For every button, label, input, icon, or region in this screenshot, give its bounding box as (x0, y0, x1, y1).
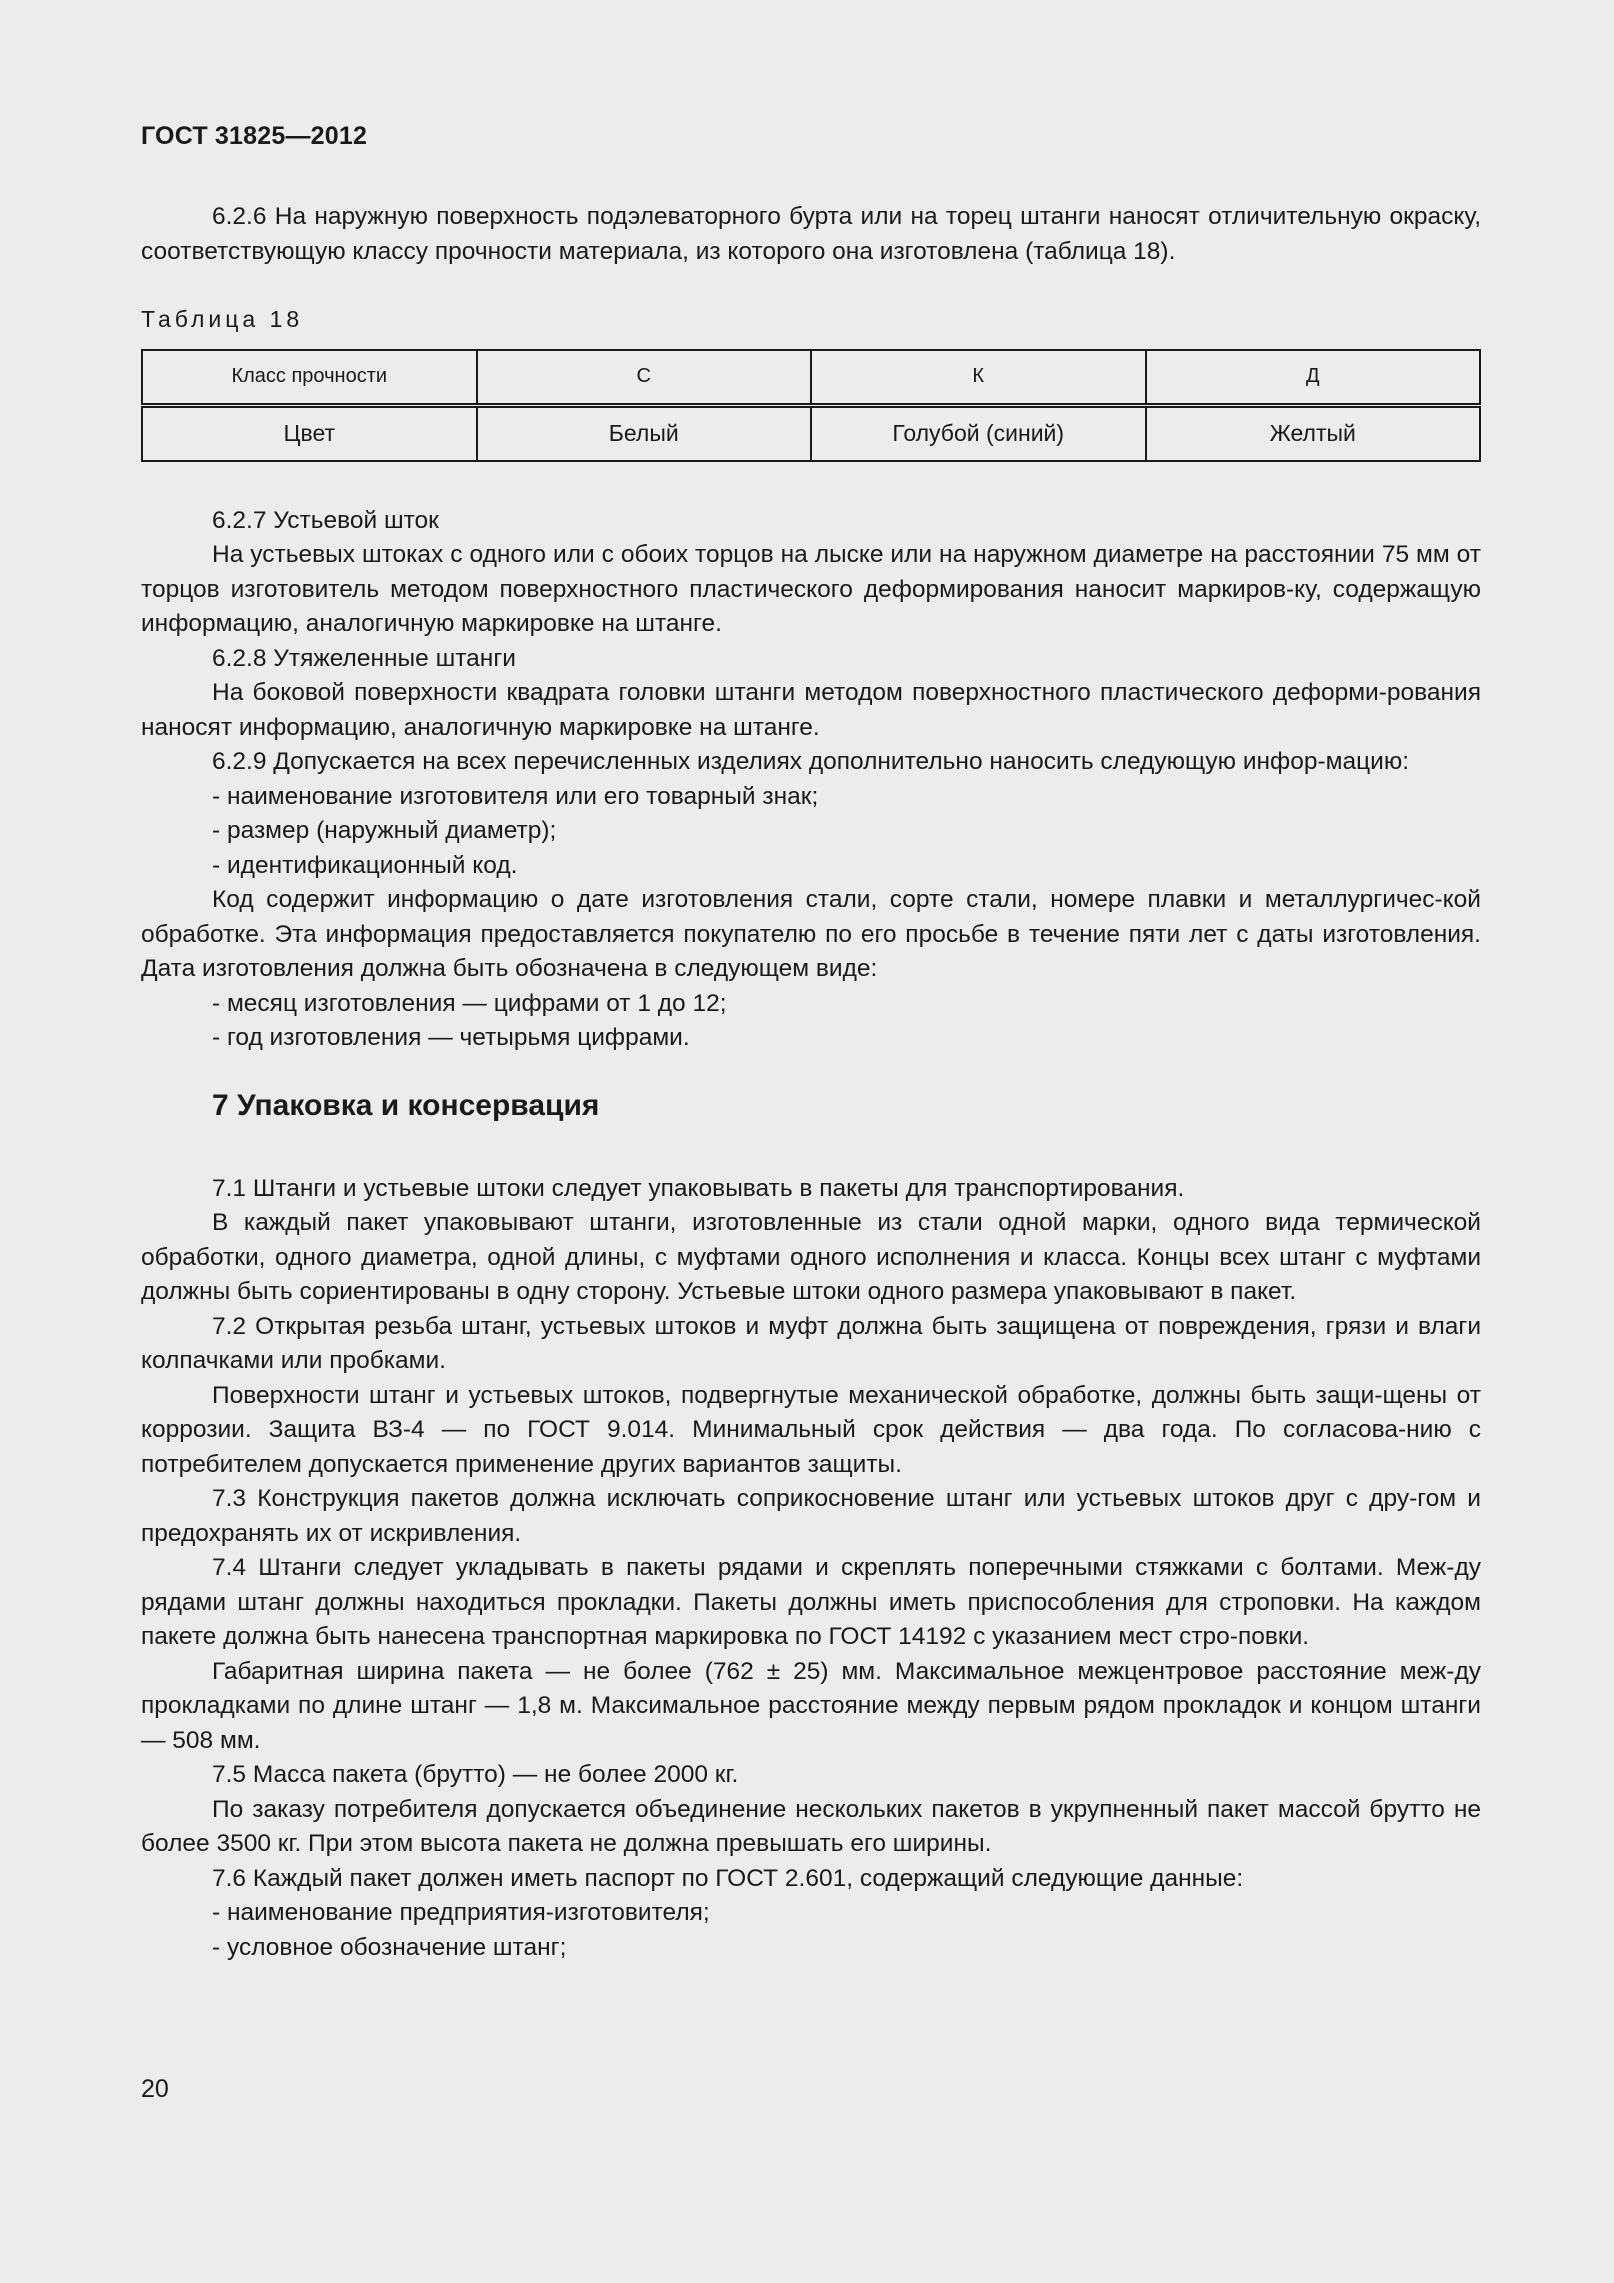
list-item: - год изготовления — четырьмя цифрами. (212, 1024, 690, 1051)
list-item: - месяц изготовления — цифрами от 1 до 12; (212, 989, 727, 1017)
paragraph-7-6: 7.6 Каждый пакет должен иметь паспорт по ГОСТ 2.601, содержащий следующие данные: (212, 1864, 1244, 1892)
list-item: - размер (наружный диаметр); (212, 817, 557, 844)
table-row (142, 405, 1480, 461)
paragraph-6-2-6: 6.2.6 На наружную поверхность подэлеваторного бурта или на торец штанги наносят отличительную окраску, соответствующую классу прочности материала, из которого она изготовлена (таблица 18). (141, 203, 1481, 265)
paragraph-6-2-8-title: 6.2.8 Утяжеленные штанги (212, 644, 516, 672)
table-header-cell: С (477, 350, 812, 406)
paragraph-7-2-b: Поверхности штанг и устьевых штоков, подвергнутые механической обработке, должны быть защи-щены от коррозии. Защита ВЗ-4 — по ГОСТ 9.014. Минимальный срок действия — два года. По согласова-нию с потребителем допускается применение других вариантов защиты. (141, 1381, 1481, 1478)
list-item: - наименование изготовителя или его товарный знак; (212, 782, 819, 810)
paragraph-7-2: 7.2 Открытая резьба штанг, устьевых штоков и муфт должна быть защищена от повреждения, грязи и влаги колпачками или пробками. (141, 1312, 1481, 1374)
paragraph-7-4-b: Габаритная ширина пакета — не более (762 ± 25) мм. Максимальное межцентровое расстояние меж-ду прокладками по длине штанг — 1,8 м. Максимальное расстояние между первым рядом прокладок и концом штанги — 508 мм. (141, 1657, 1481, 1754)
table-header-cell: Класс прочности (142, 350, 477, 406)
table-caption: Таблица 18 (141, 306, 304, 332)
table-cell: Желтый (1146, 405, 1481, 461)
table-cell: Голубой (синий) (811, 405, 1146, 461)
table-cell: Белый (477, 405, 812, 461)
table-header-cell: Д (1146, 350, 1481, 406)
document-body (141, 200, 1481, 1965)
paragraph-6-2-7-title: 6.2.7 Устьевой шток (212, 506, 439, 534)
paragraph-6-2-8-text: На боковой поверхности квадрата головки штанги методом поверхностного пластического деформи-рования наносят информацию, аналогичную маркировке на штанге. (141, 679, 1481, 741)
paragraph-6-2-9: 6.2.9 Допускается на всех перечисленных изделиях дополнительно наносить следующую инфор-мацию: (212, 748, 1409, 775)
paragraph-7-3: 7.3 Конструкция пакетов должна исключать соприкосновение штанг или устьевых штоков друг с дру-гом и предохранять их от искривления. (141, 1485, 1481, 1547)
paragraph-7-4: 7.4 Штанги следует укладывать в пакеты рядами и скреплять поперечными стяжками с болтами. Меж-ду рядами штанг должны находиться прокладки. Пакеты должны иметь приспособления для строповки. На каждом пакете должна быть нанесена транспортная маркировка по ГОСТ 14192 с указанием мест стро-повки. (141, 1554, 1481, 1650)
paragraph-7-1: 7.1 Штанги и устьевые штоки следует упаковывать в пакеты для транспортирования. (212, 1174, 1185, 1202)
paragraph-7-5-b: По заказу потребителя допускается объединение нескольких пакетов в укрупненный пакет массой брутто не более 3500 кг. При этом высота пакета не должна превышать его ширины. (141, 1795, 1481, 1857)
table-header-cell: К (811, 350, 1146, 406)
table-header-row (142, 350, 1480, 406)
paragraph-6-2-7-text: На устьевых штоках с одного или с обоих торцов на лыске или на наружном диаметре на расстоянии 75 мм от торцов изготовитель методом поверхностного пластического деформирования наносит маркиров-ку, содержащую информацию, аналогичную маркировке на штанге. (141, 541, 1481, 637)
list-item: - наименование предприятия-изготовителя; (212, 1899, 710, 1926)
paragraph-code-info: Код содержит информацию о дате изготовления стали, сорте стали, номере плавки и металлургичес-кой обработке. Эта информация предоставляется покупателю по его просьбе в течение пяти лет с даты изготовления. Дата изготовления должна быть обозначена в следующем виде: (141, 886, 1481, 982)
paragraph-7-5: 7.5 Масса пакета (брутто) — не более 2000 кг. (212, 1761, 739, 1788)
paragraph-7-1-b: В каждый пакет упаковывают штанги, изготовленные из стали одной марки, одного вида термической обработки, одного диаметра, одной длины, с муфтами одного исполнения и класса. Концы всех штанг с муфтами должны быть сориентированы в одну сторону. Устьевые штоки одного размера упаковывают в пакет. (141, 1209, 1481, 1305)
table-cell: Цвет (142, 405, 477, 461)
page-number: 20 (141, 2075, 169, 2103)
document-standard-header: ГОСТ 31825—2012 (141, 122, 368, 150)
table-18 (141, 349, 1481, 462)
section-7-title: 7 Упаковка и консервация (212, 1088, 600, 1122)
list-item: - идентификационный код. (212, 851, 518, 879)
list-item: - условное обозначение штанг; (212, 1933, 567, 1961)
